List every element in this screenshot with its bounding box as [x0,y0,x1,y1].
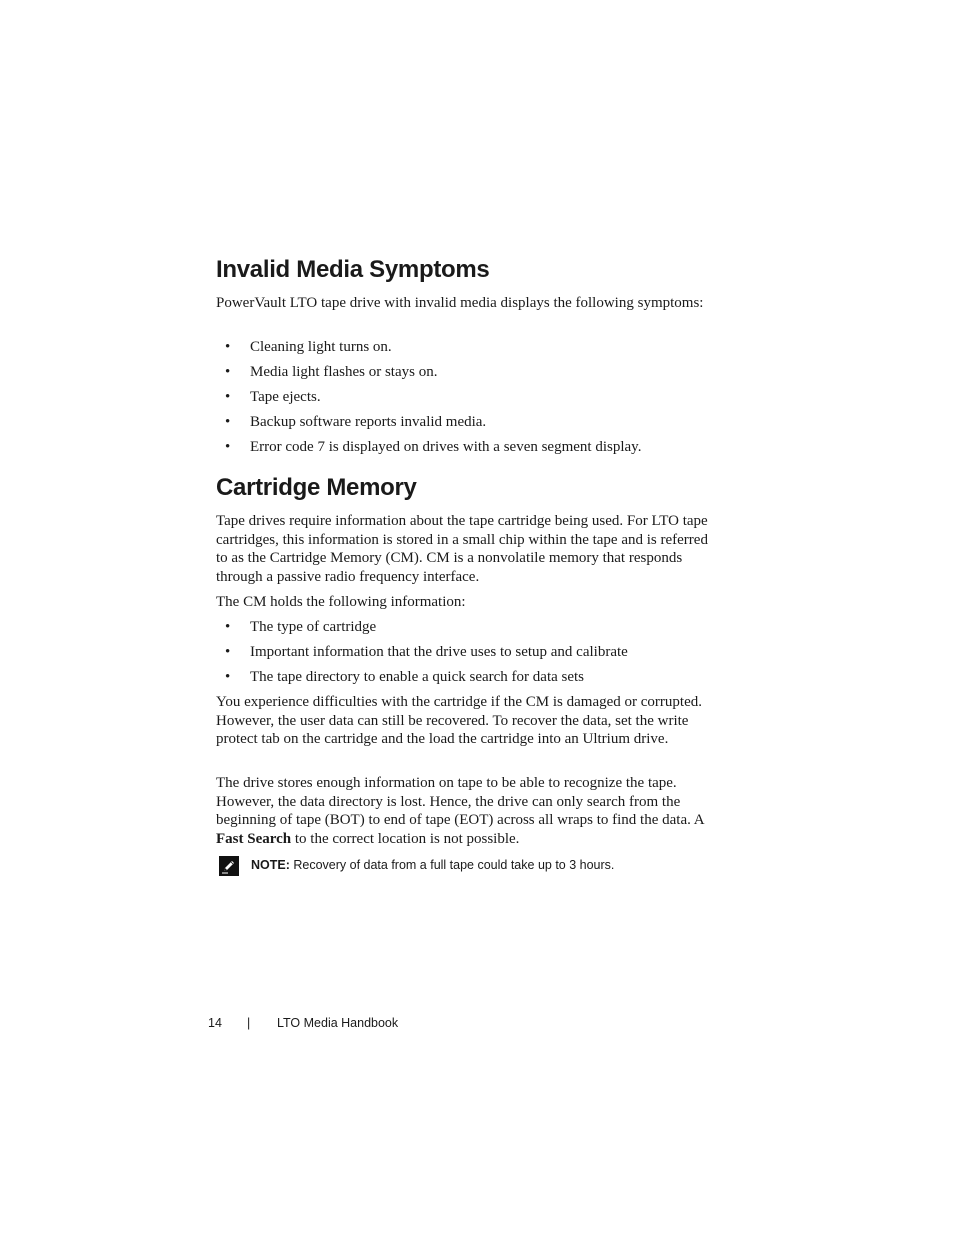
cm-info-list [216,618,721,693]
list-item: • The type of cartridge [216,618,721,637]
list-item: • The tape directory to enable a quick search for data sets [216,668,721,687]
heading-invalid-media-symptoms: Invalid Media Symptoms [216,256,490,283]
footer-separator: | [247,1016,251,1030]
intro-paragraph: PowerVault LTO tape drive with invalid media displays the following symptoms: [216,295,704,311]
list-item: • Backup software reports invalid media. [216,413,721,432]
list-item: • Cleaning light turns on. [216,338,721,357]
list-item [216,438,721,457]
list-item: • Media light flashes or stays on. [216,363,721,382]
bullet-text: Error code [250,439,318,455]
note-pencil-icon [219,856,239,876]
heading-cartridge-memory: Cartridge Memory [216,474,417,501]
symptoms-list [216,338,721,463]
note-label: NOTE: [251,858,290,872]
list-item: • Important information that the drive uses to setup and calibrate [216,643,721,662]
fast-search-term: Fast Search [216,831,292,848]
cm-damaged-paragraph: You experience difficulties with the cartridge if the CM is damaged or corrupted. However, the user data can still be recovered. To recover the data, set the write protect tab on the cartridge and the load the cartridge into an Ultrium drive. [216,694,702,748]
list-item: • Tape ejects. [216,388,721,407]
error-code: 7 [317,439,325,455]
cm-description-paragraph: Tape drives require information about the tape cartridge being used. For LTO tape cartridges, this information is stored in a small chip within the tape and is referred to as the Cartridge Memory (CM). CM is a nonvolatile memory that responds through a passive radio frequency interface. [216,513,708,586]
data-directory-paragraph [216,774,721,849]
note-text [251,858,614,872]
footer-book-title: LTO Media Handbook [277,1016,399,1030]
cm-holds-paragraph: The CM holds the following information: [216,594,466,610]
note-body: Recovery of data from a full tape could take up to 3 hours. [289,858,615,872]
paragraph-text: to the correct location is not possible. [291,831,520,848]
bullet-text: is displayed on drives with a seven segment display. [324,439,642,455]
paragraph-text: The drive stores enough information on tape to be able to recognize the tape. However, the data directory is lost. Hence, the drive can only search from the beginning of tape (BOT) to end of tape (EOT) across all wraps to find the data. A [216,775,704,829]
page-number: 14 [208,1016,222,1030]
